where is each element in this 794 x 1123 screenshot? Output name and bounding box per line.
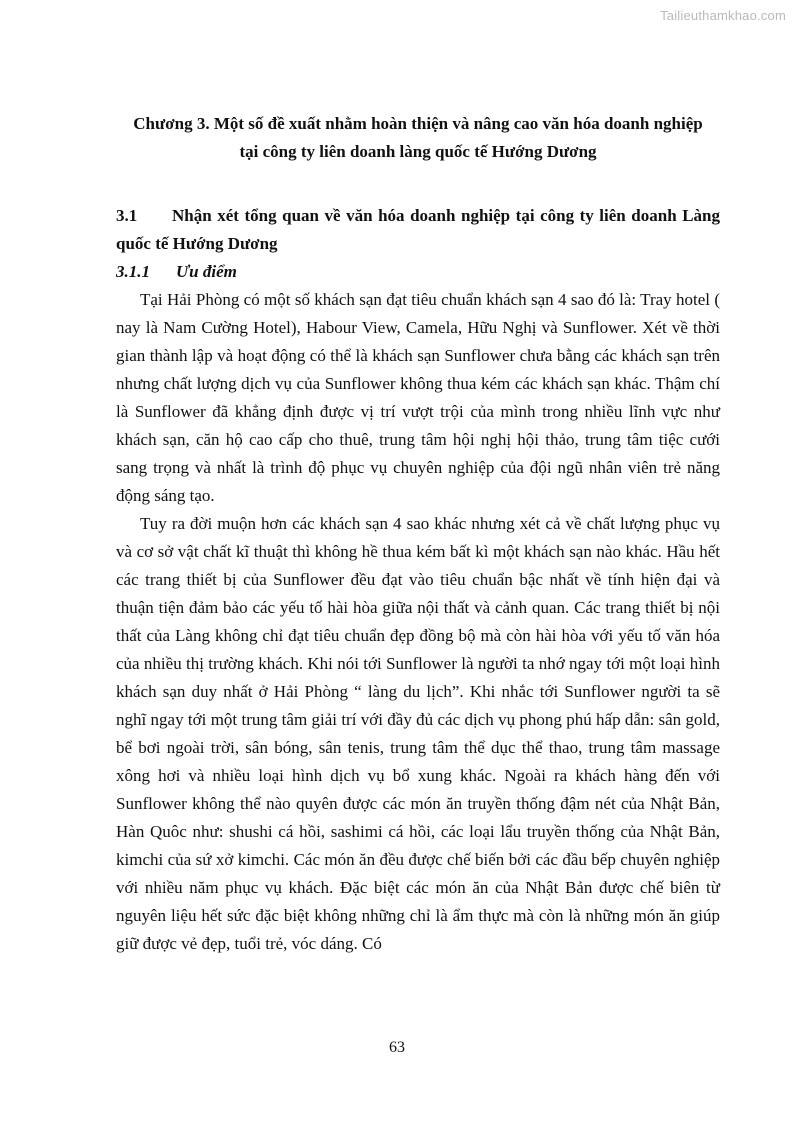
body-paragraph-1: Tại Hải Phòng có một số khách sạn đạt tiêu chuẩn khách sạn 4 sao đó là: Tray hotel ( nay là Nam Cường Hotel), Habour View, Camela, Hữu Nghị và Sunflower. Xét về thời gian thành lập và hoạt động có thể là khách sạn Sunflower chưa bằng các khách sạn trên nhưng chất lượng dịch vụ của Sunflower không thua kém các khách sạn khác. Thậm chí là Sunflower đã khẳng định được vị trí vượt trội của mình trong nhiều lĩnh vực như khách sạn, căn hộ cao cấp cho thuê, trung tâm hội nghị hội thảo, trung tâm tiệc cưới sang trọng và nhất là trình độ phục vụ chuyên nghiệp của đội ngũ nhân viên trẻ năng động sáng tạo.: [116, 290, 720, 505]
body-paragraph-2: Tuy ra đời muộn hơn các khách sạn 4 sao khác nhưng xét cả về chất lượng phục vụ và cơ sở vật chất kĩ thuật thì không hề thua kém bất kì một khách sạn nào khác. Hầu hết các trang thiết bị của Sunflower đều đạt vào tiêu chuẩn bậc nhất về tính hiện đại và thuận tiện đảm bảo các yếu tố hài hòa giữa nội thất và cảnh quan. Các trang thiết bị nội thất của Làng không chỉ đạt tiêu chuẩn đẹp đồng bộ mà còn hài hòa với yếu tố văn hóa của nhiều thị trường khách. Khi nói tới Sunflower là người ta nhớ ngay tới một loại hình khách sạn duy nhất ở Hải Phòng “ làng du lịch”. Khi nhắc tới Sunflower người ta sẽ nghĩ ngay tới một trung tâm giải trí với đầy đủ các dịch vụ phong phú hấp dẫn: sân gold, bể bơi ngoài trời, sân bóng, sân tenis, trung tâm thể dục thể thao, trung tâm massage xông hơi và nhiều loại hình dịch vụ bổ xung khác. Ngoài ra khách hàng đến với Sunflower không thể nào quyên được các món ăn truyền thống đậm nét của Nhật Bản, Hàn Quôc như: shushi cá hồi, sashimi cá hồi, các loại lẩu truyền thống của Nhật Bản, kimchi của sứ xở kimchi. Các món ăn đều được chế biến bởi các đầu bếp chuyên nghiệp với nhiều năm phục vụ khách. Đặc biệt các món ăn của Nhật Bản được chế biên từ nguyên liệu hết sức đặc biệt không những chỉ là ẩm thực mà còn là những món ăn giúp giữ được vẻ đẹp, tuổi trẻ, vóc dáng. Có: [116, 514, 720, 953]
watermark-text: Tailieuthamkhao.com: [660, 8, 786, 23]
subsection-heading: [116, 258, 720, 286]
section-number: 3.1: [116, 206, 138, 225]
subsection-title-text: Ưu điểm: [176, 262, 237, 281]
document-page: [116, 110, 720, 958]
subsection-number: 3.1.1: [116, 262, 150, 281]
section-title-text: Nhận xét tổng quan về văn hóa doanh nghiệp tại công ty liên doanh Làng quốc tế Hướng Dương: [116, 206, 720, 253]
chapter-title: Chương 3. Một số đề xuất nhằm hoàn thiện và nâng cao văn hóa doanh nghiệp tại công ty liên doanh làng quốc tế Hướng Dương: [133, 114, 703, 161]
page-number: 63: [389, 1039, 405, 1056]
section-heading: [116, 202, 720, 258]
